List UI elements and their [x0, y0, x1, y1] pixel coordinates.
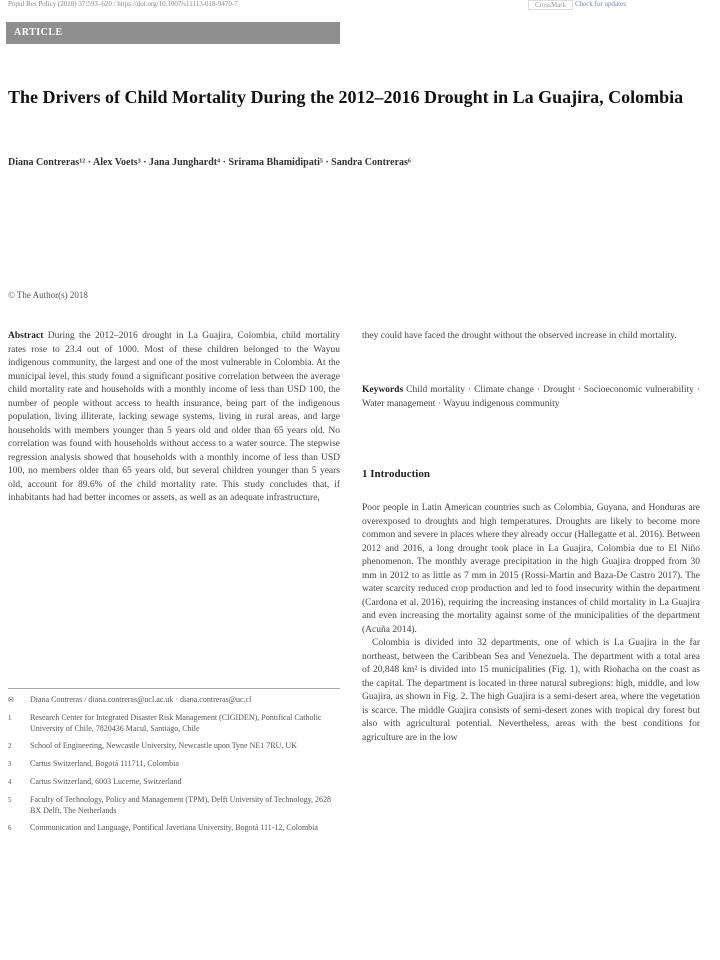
affiliation-text: Faculty of Technology, Policy and Management (TPM), Delft University of Technology, 2628 BX Delft, The Netherlands — [30, 795, 332, 815]
affiliation-item — [8, 776, 340, 788]
affiliation-item — [8, 758, 340, 770]
affiliation-item — [8, 712, 340, 734]
updates-link[interactable]: Check for updates — [575, 0, 626, 8]
affiliation-marker: 6 — [8, 824, 12, 832]
journal-citation: Popul Res Policy (2018) 37:593–620 / https://doi.org/10.1007/s11113-018-9470-7 — [8, 0, 238, 8]
affiliation-marker: 4 — [8, 778, 12, 786]
abstract-continued: they could have faced the drought without the observed increase in child mortality. — [362, 331, 677, 341]
affiliation-item — [8, 740, 340, 752]
affiliation-text: School of Engineering, Newcastle University, Newcastle upon Tyne NE1 7RU, UK — [30, 741, 297, 750]
keywords-label: Keywords — [362, 385, 404, 395]
article-type-banner: ARTICLE — [6, 22, 340, 44]
affiliation-text: Diana Contreras / diana.contreras@ucl.ac.uk · diana.contreras@uc.cl — [30, 695, 252, 704]
affiliations — [8, 694, 340, 840]
affiliation-item — [8, 694, 340, 706]
affiliation-marker: 3 — [8, 760, 12, 768]
envelope-icon: ✉ — [8, 696, 14, 704]
affiliation-item — [8, 822, 340, 834]
crossmark-badge[interactable]: CrossMark — [528, 0, 573, 10]
affiliation-text: Cartus Switzerland, Bogotá 111711, Colombia — [30, 759, 179, 768]
introduction-body — [362, 502, 700, 745]
affiliation-text: Communication and Language, Pontifical Javeriana University, Bogotá 111-12, Colombia — [30, 823, 318, 832]
keywords — [362, 384, 700, 411]
affiliation-marker: 1 — [8, 714, 12, 722]
affiliation-item — [8, 794, 340, 816]
affiliation-text: Cartus Switzerland, 6003 Lucerne, Switzerland — [30, 777, 182, 786]
affiliation-text: Research Center for Integrated Disaster Risk Management (CIGIDEN), Pontifical Catholic University of Chile, 7820436 Macul, Santiago, Chile — [30, 713, 322, 733]
section-heading-introduction: 1 Introduction — [362, 468, 430, 480]
abstract-text: During the 2012–2016 drought in La Guajira, Colombia, child mortality rates rose to 23.4 out of 1000. Most of these children belonged to the Wayuu indigenous community, the largest and one of the most vulnerable in Colombia. At the municipal level, this study found a significant positive correlation between the average child mortality rate and households with a monthly income of less than USD 100, the number of people without access to health insurance, being part of the indigenous population, living illiterate, lacking sewage systems, living in rural areas, and large households with members younger than 5 years old and older than 65 years old. No correlation was found with households without access to a water source. The stepwise regression analysis showed that households with a monthly income of less than USD 100, no members older than 65 years old, but several children younger than 5 years old, account for 89.6% of the child mortality rate. This study concludes that, if inhabitants had had better incomes or assets, as well as an adequate infrastructure, — [8, 331, 340, 503]
running-header — [0, 0, 720, 12]
affiliation-marker: 5 — [8, 796, 12, 804]
copyright-notice: © The Author(s) 2018 — [8, 290, 88, 300]
abstract — [8, 330, 340, 506]
author-list: Diana Contreras¹² · Alex Voets³ · Jana Junghardt⁴ · Srirama Bhamidipati⁵ · Sandra Contreras⁶ — [8, 157, 411, 168]
footnote-divider — [8, 688, 340, 689]
affiliation-marker: 2 — [8, 742, 12, 750]
paper-title: The Drivers of Child Mortality During the 2012–2016 Drought in La Guajira, Colombia — [8, 87, 684, 107]
keywords-text: Child mortality · Climate change · Drought · Socioeconomic vulnerability · Water management · Wayuu indigenous community — [362, 385, 700, 409]
abstract-label: Abstract — [8, 331, 44, 341]
intro-paragraph-1: Poor people in Latin American countries such as Colombia, Guyana, and Honduras are overexposed to droughts and high temperatures. Droughts are likely to become more common and severe in places where they already occur (Hallegatte et al. 2016). Between 2012 and 2016, a long drought took place in La Guajira, Colombia due to El Niño phenomenon. The monthly average precipitation in the high Guajira dropped from 30 mm in 2012 to as little as 7 mm in 2015 (Rossi-Martin and Baza-De Castro 2017). The water scarcity reduced crop production and led to food insecurity within the department (Cardona et al. 2016), requiring the increasing instances of child mortality in La Guajira and even increasing the mortality against some of the municipalities of the department (Acuña 2014). — [362, 503, 700, 635]
intro-paragraph-2: Colombia is divided into 32 departments, one of which is La Guajira in the far northeast, between the Caribbean Sea and Venezuela. The department with a total area of 20,848 km² is divided into 15 municipalities (Fig. 1), with Riohacha on the coast as the capital. The department is located in three natural subregions: high, middle, and low Guajira, as shown in Fig. 2. The high Guajira is a semi-desert area, where the vegetation is scarce. The middle Guajira consists of semi-desert zones with tropical dry forest but also with agricultural potential. Nevertheless, areas with the best conditions for agriculture are in the low — [362, 638, 700, 743]
